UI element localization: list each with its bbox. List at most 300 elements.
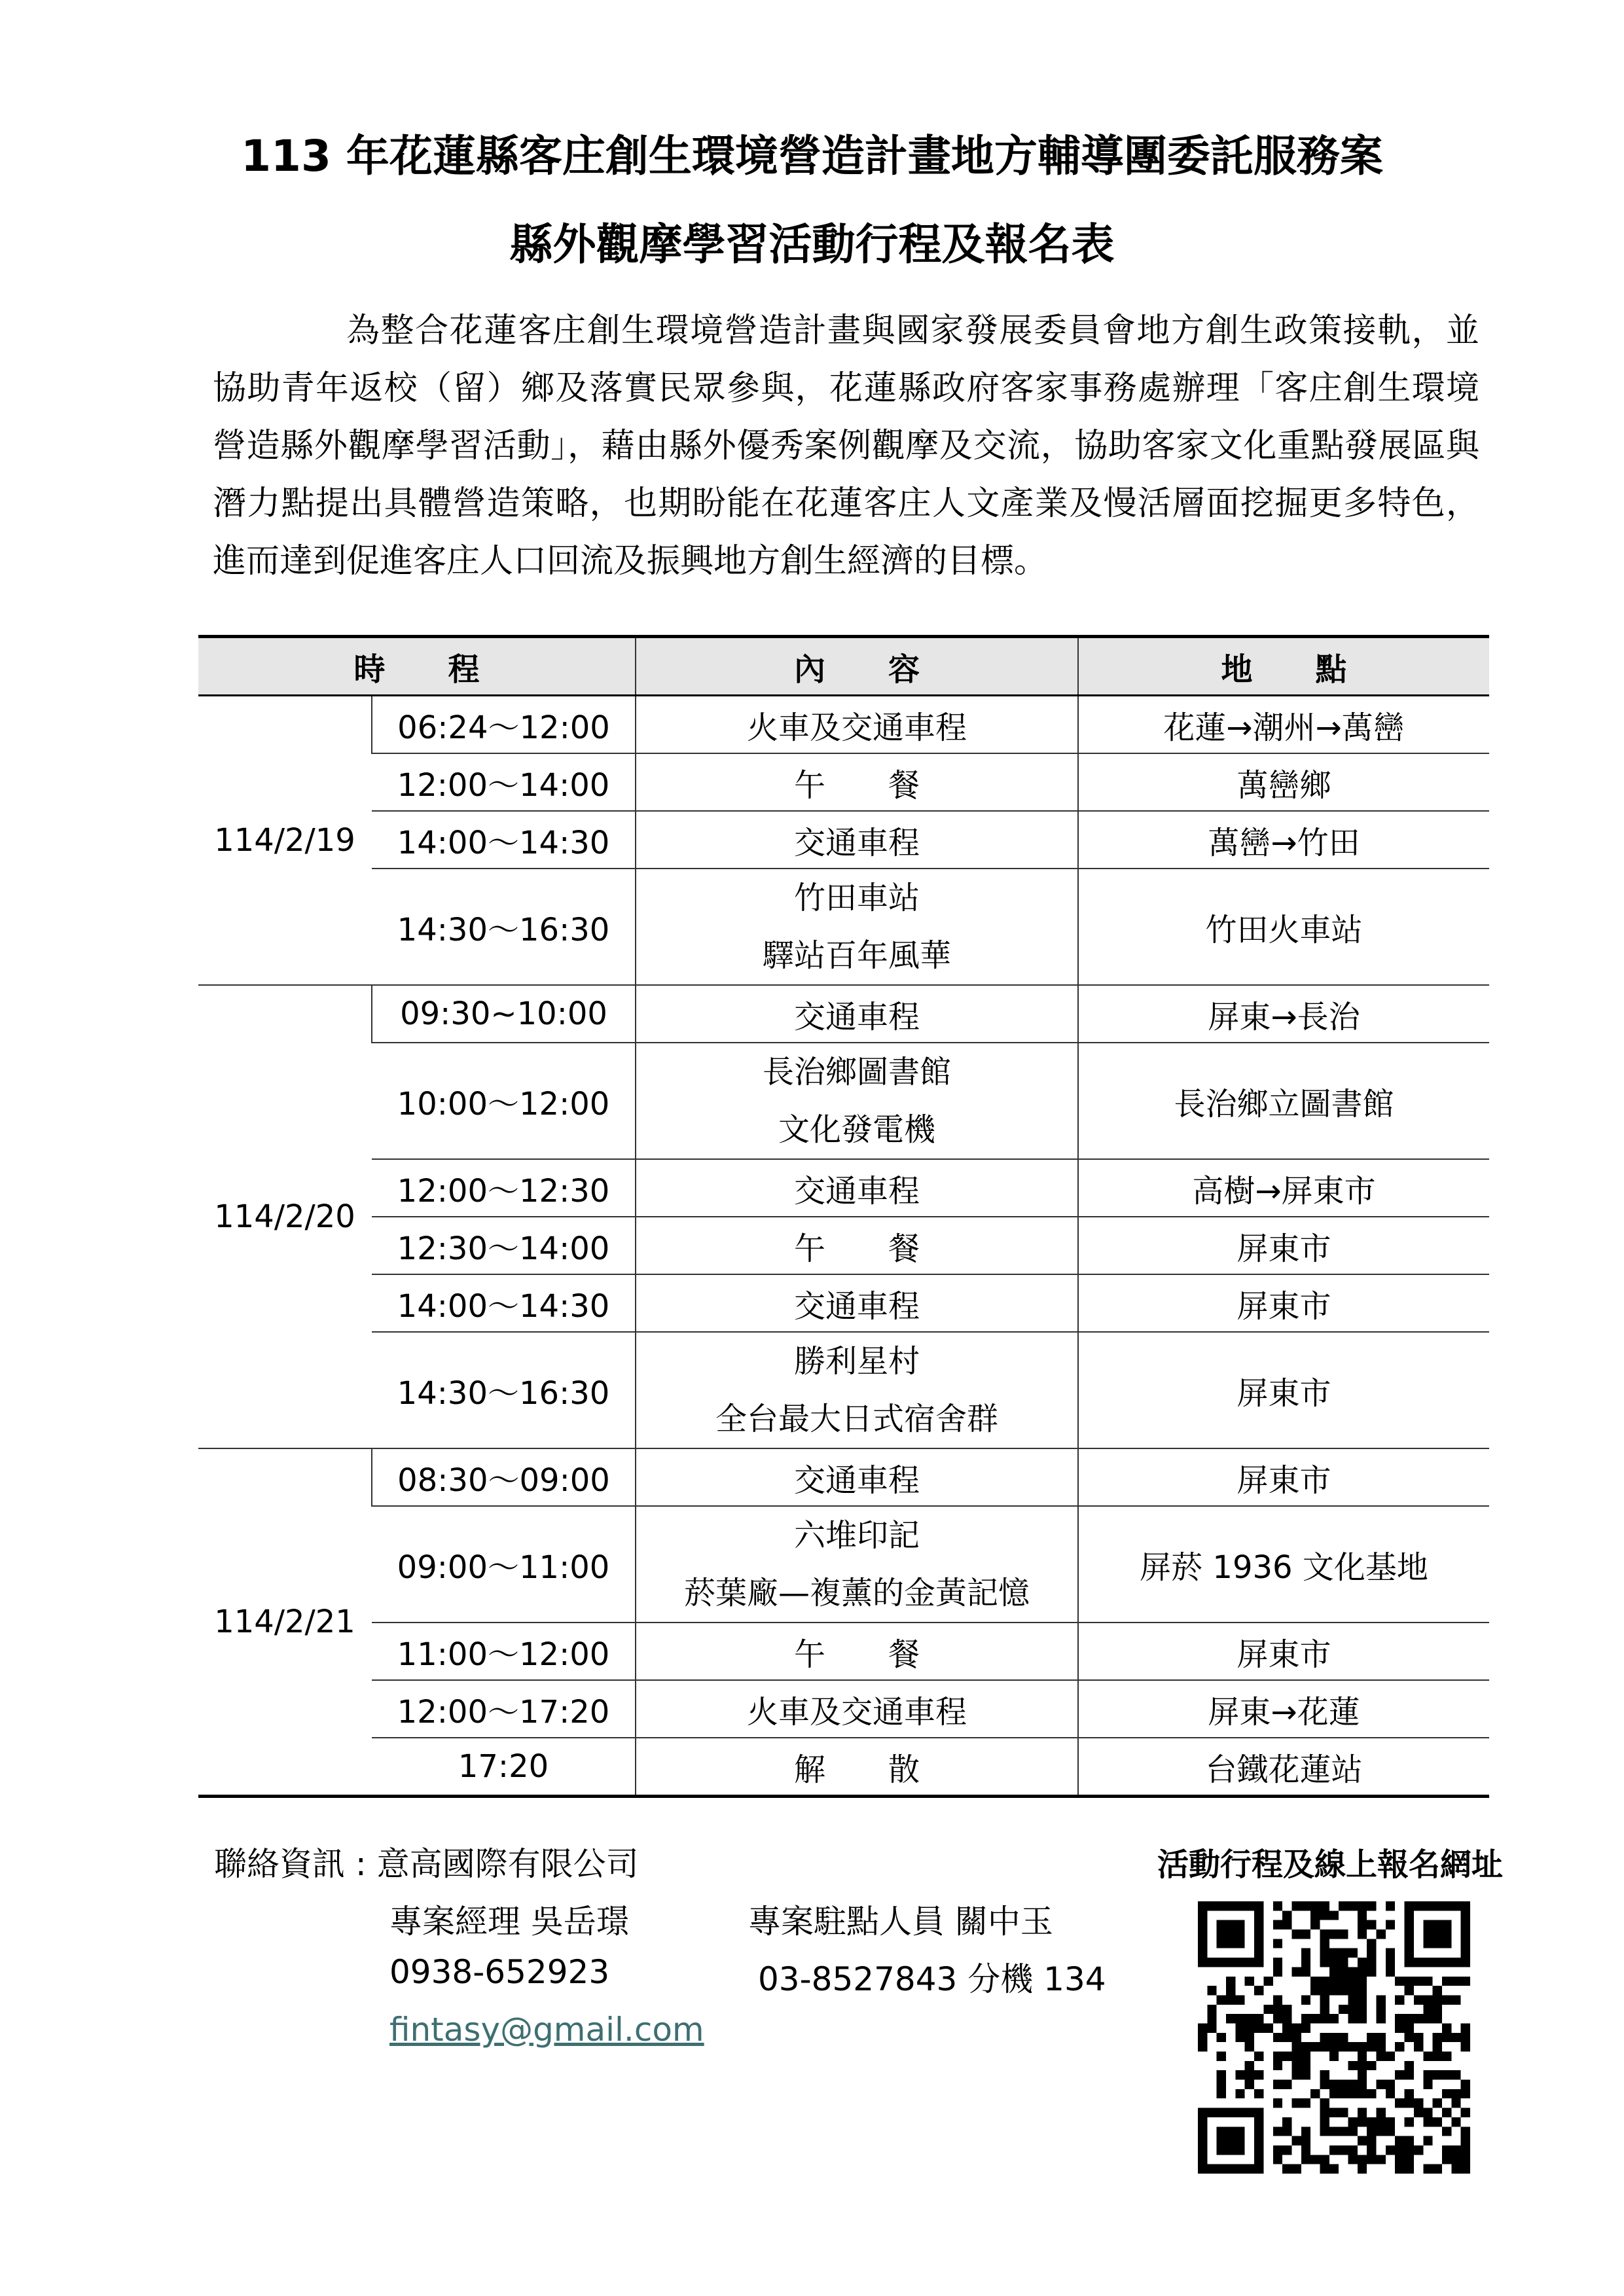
qr-module (1291, 2136, 1301, 2145)
qr-module (1207, 2014, 1216, 2023)
qr-module (1198, 2042, 1207, 2051)
qr-module (1348, 2014, 1358, 2023)
qr-module (1291, 2023, 1301, 2032)
qr-module (1291, 2098, 1301, 2108)
qr-module (1226, 1920, 1235, 1929)
qr-module (1395, 2136, 1404, 2145)
qr-module (1273, 2126, 1282, 2136)
qr-module (1254, 2052, 1263, 2061)
schedule-content-line: 交通車程 (794, 1462, 920, 1499)
qr-module (1226, 2164, 1235, 2174)
qr-module (1358, 1910, 1367, 1920)
qr-module (1461, 2164, 1470, 2174)
qr-module (1348, 2089, 1358, 2098)
qr-module (1414, 2145, 1423, 2155)
qr-module (1339, 1929, 1348, 1939)
qr-module (1386, 2126, 1395, 2136)
qr-module (1405, 1910, 1414, 1920)
qr-module (1451, 1977, 1460, 1986)
schedule-content-line: 長治鄉圖書館 (763, 1054, 952, 1090)
qr-module (1339, 2080, 1348, 2089)
qr-module (1329, 2126, 1339, 2136)
qr-module (1367, 1967, 1376, 1976)
qr-module (1358, 2042, 1367, 2051)
qr-module (1433, 2033, 1442, 2042)
qr-module (1217, 1995, 1226, 2004)
qr-module (1245, 1901, 1254, 1910)
qr-module (1291, 1967, 1301, 1976)
qr-module (1358, 1977, 1367, 1986)
qr-module (1461, 2108, 1470, 2117)
schedule-time: 12:00～14:00 (372, 753, 636, 811)
qr-module (1377, 2080, 1386, 2089)
qr-module (1405, 2117, 1414, 2126)
qr-module (1348, 2126, 1358, 2136)
qr-module (1245, 2033, 1254, 2042)
qr-module (1405, 2023, 1414, 2032)
qr-module (1282, 2023, 1291, 2032)
qr-module (1273, 2052, 1282, 2061)
qr-module (1291, 2042, 1301, 2051)
qr-module (1442, 2155, 1451, 2164)
qr-module (1310, 1920, 1320, 1929)
qr-module (1461, 2136, 1470, 2145)
qr-module (1235, 2023, 1244, 2032)
schedule-row (198, 985, 1489, 1043)
schedule-place: 屏東市 (1078, 1217, 1489, 1274)
qr-module (1358, 1901, 1367, 1910)
qr-module (1207, 2164, 1216, 2174)
schedule-content-line: 午 餐 (794, 1230, 920, 1267)
schedule-place: 台鐵花蓮站 (1078, 1738, 1489, 1797)
project-manager-phone: 0938-652923 (389, 1953, 610, 1991)
qr-module (1339, 2089, 1348, 2098)
qr-module (1433, 1958, 1442, 1967)
qr-module (1461, 2126, 1470, 2136)
document-title: 113 年花蓮縣客庄創生環境營造計畫地方輔導團委託服務案 (241, 131, 1383, 181)
qr-module (1235, 2126, 1244, 2136)
qr-module (1358, 2136, 1367, 2145)
qr-module (1358, 1967, 1367, 1976)
schedule-date: 114/2/20 (198, 985, 372, 1448)
qr-module (1310, 1977, 1320, 1986)
schedule-place: 屏東市 (1078, 1448, 1489, 1506)
qr-module (1235, 1929, 1244, 1939)
qr-module (1405, 1920, 1414, 1929)
qr-module (1320, 1929, 1329, 1939)
schedule-row (198, 1738, 1489, 1797)
schedule-content-line: 午 餐 (794, 766, 920, 804)
qr-module (1235, 1939, 1244, 1948)
qr-module (1320, 2108, 1329, 2117)
qr-module (1461, 1920, 1470, 1929)
qr-module (1442, 2126, 1451, 2136)
qr-module (1254, 1939, 1263, 1948)
schedule-row (198, 1217, 1489, 1274)
qr-module (1442, 1920, 1451, 1929)
qr-module (1423, 1977, 1432, 1986)
qr-module (1320, 1910, 1329, 1920)
schedule-content (636, 869, 1078, 985)
qr-module (1198, 2145, 1207, 2155)
qr-module (1217, 2089, 1226, 2098)
qr-module (1273, 2145, 1282, 2155)
qr-module (1329, 2108, 1339, 2117)
qr-module (1301, 1948, 1310, 1958)
schedule-content (636, 1274, 1078, 1332)
qr-module (1273, 1939, 1282, 1948)
qr-module (1339, 1986, 1348, 1995)
qr-module (1235, 2070, 1244, 2079)
qr-module (1226, 2014, 1235, 2023)
qr-module (1254, 1958, 1263, 1967)
schedule-body (198, 696, 1489, 1797)
qr-module (1217, 2145, 1226, 2155)
qr-module (1451, 2033, 1460, 2042)
qr-module (1282, 2052, 1291, 2061)
qr-module (1405, 1948, 1414, 1958)
qr-module (1339, 1977, 1348, 1986)
schedule-content (636, 1680, 1078, 1738)
qr-module (1414, 1995, 1423, 2004)
qr-module (1423, 1920, 1432, 1929)
schedule-row (198, 1680, 1489, 1738)
schedule-content (636, 1506, 1078, 1623)
qr-module (1254, 2145, 1263, 2155)
qr-module (1386, 2052, 1395, 2061)
qr-label: 活動行程及線上報名網址 (1157, 1846, 1504, 1883)
qr-module (1217, 2052, 1226, 2061)
qr-module (1442, 2052, 1451, 2061)
qr-module (1245, 2108, 1254, 2117)
contact-label: 聯絡資訊 : 意高國際有限公司 (214, 1845, 639, 1883)
qr-module (1320, 2126, 1329, 2136)
qr-module (1433, 2098, 1442, 2108)
header-time: 時 程 (198, 637, 636, 696)
qr-module (1348, 1948, 1358, 1958)
qr-module (1235, 2164, 1244, 2174)
qr-module (1198, 1901, 1207, 1910)
qr-module (1358, 2117, 1367, 2126)
qr-module (1245, 2042, 1254, 2051)
qr-module (1245, 1977, 1254, 1986)
schedule-row (198, 1623, 1489, 1680)
qr-module (1310, 1910, 1320, 1920)
qr-module (1235, 1995, 1244, 2004)
qr-module (1254, 2136, 1263, 2145)
qr-module (1377, 2052, 1386, 2061)
qr-module (1310, 2042, 1320, 2051)
schedule-content (636, 1159, 1078, 1217)
qr-module (1395, 2042, 1404, 2051)
qr-module (1367, 2136, 1376, 2145)
qr-module (1301, 2070, 1310, 2079)
qr-module (1348, 1901, 1358, 1910)
qr-module (1320, 2070, 1329, 2079)
qr-module (1367, 2061, 1376, 2070)
qr-module (1461, 2080, 1470, 2089)
schedule-content (636, 753, 1078, 811)
qr-module (1405, 2155, 1414, 2164)
qr-module (1310, 1901, 1320, 1910)
qr-module (1282, 1910, 1291, 1920)
qr-module (1405, 2033, 1414, 2042)
qr-module (1207, 1986, 1216, 1995)
qr-module (1226, 2136, 1235, 2145)
schedule-row (198, 753, 1489, 811)
qr-module (1320, 1995, 1329, 2004)
qr-module (1217, 1901, 1226, 1910)
qr-module (1423, 1901, 1432, 1910)
email-link[interactable]: fintasy@gmail.com (389, 2011, 704, 2049)
qr-module (1254, 1986, 1263, 1995)
qr-module (1395, 1995, 1404, 2004)
schedule-content (636, 1332, 1078, 1448)
qr-module (1367, 1939, 1376, 1948)
qr-module (1358, 2155, 1367, 2164)
qr-module (1273, 1958, 1282, 1967)
qr-module (1386, 2117, 1395, 2126)
qr-module (1386, 2080, 1395, 2089)
qr-module (1395, 2145, 1404, 2155)
qr-module (1207, 2108, 1216, 2117)
qr-module (1254, 2070, 1263, 2079)
qr-module (1339, 1958, 1348, 1967)
qr-module (1301, 1929, 1310, 1939)
schedule-content-line: 交通車程 (794, 1172, 920, 1210)
qr-module (1320, 2014, 1329, 2023)
schedule-content (636, 1217, 1078, 1274)
qr-module (1254, 2117, 1263, 2126)
qr-module (1235, 2108, 1244, 2117)
qr-module (1414, 1977, 1423, 1986)
schedule-time: 09:30~10:00 (372, 985, 636, 1043)
schedule-content-line: 交通車程 (794, 1287, 920, 1325)
qr-module (1282, 2126, 1291, 2136)
schedule-content-line: 驛站百年風華 (763, 937, 952, 974)
qr-module (1348, 2061, 1358, 2070)
qr-module (1291, 1901, 1301, 1910)
qr-module (1433, 1929, 1442, 1939)
qr-module (1461, 1958, 1470, 1967)
qr-module (1198, 2117, 1207, 2126)
schedule-content (636, 1623, 1078, 1680)
schedule-row (198, 1332, 1489, 1448)
qr-module (1405, 2070, 1414, 2079)
qr-module (1433, 1901, 1442, 1910)
qr-module (1386, 1958, 1395, 1967)
schedule-content-line: 交通車程 (794, 998, 920, 1035)
qr-module (1301, 2136, 1310, 2145)
schedule-header-row (198, 637, 1489, 696)
qr-module (1329, 1958, 1339, 1967)
qr-module (1386, 1920, 1395, 1929)
qr-module (1414, 2033, 1423, 2042)
staff-name: 專案駐點人員 關中玉 (748, 1903, 1053, 1941)
qr-module (1235, 2089, 1244, 2098)
qr-module (1348, 1995, 1358, 2004)
qr-module (1263, 1977, 1272, 1986)
qr-module (1226, 1995, 1235, 2004)
qr-module (1198, 2136, 1207, 2145)
qr-module (1339, 2042, 1348, 2051)
qr-module (1358, 1929, 1367, 1939)
qr-module (1310, 2089, 1320, 2098)
qr-module (1395, 2164, 1404, 2174)
qr-module (1310, 1986, 1320, 1995)
qr-module (1461, 2023, 1470, 2032)
qr-module (1433, 2014, 1442, 2023)
qr-module (1442, 2033, 1451, 2042)
document-subtitle: 縣外觀摩學習活動行程及報名表 (509, 219, 1115, 270)
qr-module (1405, 1901, 1414, 1910)
qr-module (1405, 1977, 1414, 1986)
qr-module (1320, 1948, 1329, 1958)
qr-module (1301, 1901, 1310, 1910)
qr-module (1217, 2126, 1226, 2136)
qr-module (1451, 2117, 1460, 2126)
header-place: 地 點 (1078, 637, 1489, 696)
qr-module (1320, 2005, 1329, 2014)
schedule-place: 花蓮→潮州→萬巒 (1078, 696, 1489, 754)
qr-module (1423, 2014, 1432, 2023)
qr-module (1217, 1939, 1226, 1948)
qr-module (1358, 1986, 1367, 1995)
schedule-place: 屏東市 (1078, 1274, 1489, 1332)
qr-module (1405, 2164, 1414, 2174)
qr-module (1254, 1929, 1263, 1939)
schedule-row (198, 1274, 1489, 1332)
qr-module (1395, 2070, 1404, 2079)
qr-module (1235, 1920, 1244, 1929)
qr-code[interactable] (1198, 1901, 1470, 2174)
qr-module (1301, 2155, 1310, 2164)
schedule-content-line: 解 散 (794, 1751, 920, 1788)
schedule-content-line: 火車及交通車程 (747, 1693, 967, 1731)
qr-module (1254, 2014, 1263, 2023)
qr-module (1320, 1986, 1329, 1995)
qr-module (1358, 1920, 1367, 1929)
qr-module (1301, 2042, 1310, 2051)
schedule-content-line: 文化發電機 (778, 1111, 936, 1148)
qr-module (1301, 1958, 1310, 1967)
qr-module (1301, 1967, 1310, 1976)
qr-module (1207, 2005, 1216, 2014)
schedule-time: 14:00～14:30 (372, 811, 636, 869)
qr-module (1198, 1929, 1207, 1939)
qr-module (1386, 1967, 1395, 1976)
schedule-time: 17:20 (372, 1738, 636, 1797)
qr-module (1329, 2052, 1339, 2061)
qr-module (1423, 2005, 1432, 2014)
schedule-place: 長治鄉立圖書館 (1078, 1043, 1489, 1159)
qr-module (1198, 2108, 1207, 2117)
qr-module (1433, 2070, 1442, 2079)
qr-module (1235, 2145, 1244, 2155)
qr-module (1339, 2108, 1348, 2117)
intro-paragraph: 為整合花蓮客庄創生環境營造計畫與國家發展委員會地方創生政策接軌，並協助青年返校（留）鄉及落實民眾參與，花蓮縣政府客家事務處辦理「客庄創生環境營造縣外觀摩學習活動」，藉由縣外優秀案例觀摩及交流，協助客家文化重點發展區與潛力點提出具體營造策略，也期盼能在花蓮客庄人文產業及慢活層面挖掘更多特色，進而達到促進客庄人口回流及振興地方創生經濟的目標。 (213, 312, 1479, 581)
qr-module (1320, 2080, 1329, 2089)
qr-module (1291, 2052, 1301, 2061)
qr-module (1254, 1910, 1263, 1920)
qr-module (1433, 1939, 1442, 1948)
qr-module (1217, 2108, 1226, 2117)
qr-module (1348, 1977, 1358, 1986)
qr-module (1358, 2080, 1367, 2089)
qr-module (1329, 2014, 1339, 2023)
qr-module (1329, 1929, 1339, 1939)
qr-module (1254, 2023, 1263, 2032)
qr-module (1329, 1977, 1339, 1986)
qr-module (1320, 2117, 1329, 2126)
qr-module (1310, 2155, 1320, 2164)
qr-module (1442, 2108, 1451, 2117)
schedule-time: 09:00～11:00 (372, 1506, 636, 1623)
qr-module (1245, 2164, 1254, 2174)
schedule-time: 14:30～16:30 (372, 869, 636, 985)
qr-module (1367, 2089, 1376, 2098)
qr-module (1273, 2098, 1282, 2108)
qr-module (1329, 2080, 1339, 2089)
qr-module (1405, 2089, 1414, 2098)
qr-module (1329, 1967, 1339, 1976)
qr-module (1254, 2089, 1263, 2098)
qr-module (1405, 1986, 1414, 1995)
qr-module (1442, 2070, 1451, 2079)
schedule-content (636, 985, 1078, 1043)
qr-module (1414, 1901, 1423, 1910)
qr-module (1414, 1958, 1423, 1967)
qr-module (1282, 2117, 1291, 2126)
schedule-place: 屏東→花蓮 (1078, 1680, 1489, 1738)
qr-module (1405, 1939, 1414, 1948)
qr-module (1442, 1929, 1451, 1939)
qr-module (1414, 2014, 1423, 2023)
qr-module (1451, 1958, 1460, 1967)
qr-module (1198, 1939, 1207, 1948)
qr-module (1291, 1929, 1301, 1939)
qr-module (1433, 2052, 1442, 2061)
qr-module (1377, 2042, 1386, 2051)
qr-module (1291, 2164, 1301, 2174)
qr-module (1217, 2033, 1226, 2042)
qr-module (1301, 2023, 1310, 2032)
qr-module (1339, 2005, 1348, 2014)
schedule-content (636, 696, 1078, 754)
qr-module (1367, 2117, 1376, 2126)
qr-module (1320, 2033, 1329, 2042)
qr-module (1358, 2014, 1367, 2023)
schedule-content (636, 1738, 1078, 1797)
qr-module (1235, 1958, 1244, 1967)
qr-module (1423, 1929, 1432, 1939)
qr-module (1273, 1920, 1282, 1929)
qr-module (1442, 1995, 1451, 2004)
qr-module (1367, 2155, 1376, 2164)
qr-module (1320, 1958, 1329, 1967)
qr-module (1442, 2145, 1451, 2155)
project-manager-name: 專案經理 吳岳璟 (389, 1903, 629, 1941)
qr-module (1358, 2061, 1367, 2070)
qr-module (1423, 2052, 1432, 2061)
qr-module (1245, 2023, 1254, 2032)
qr-module (1226, 1939, 1235, 1948)
qr-module (1301, 2014, 1310, 2023)
qr-module (1405, 2136, 1414, 2145)
qr-module (1329, 2089, 1339, 2098)
qr-module (1245, 2061, 1254, 2070)
qr-module (1339, 1967, 1348, 1976)
